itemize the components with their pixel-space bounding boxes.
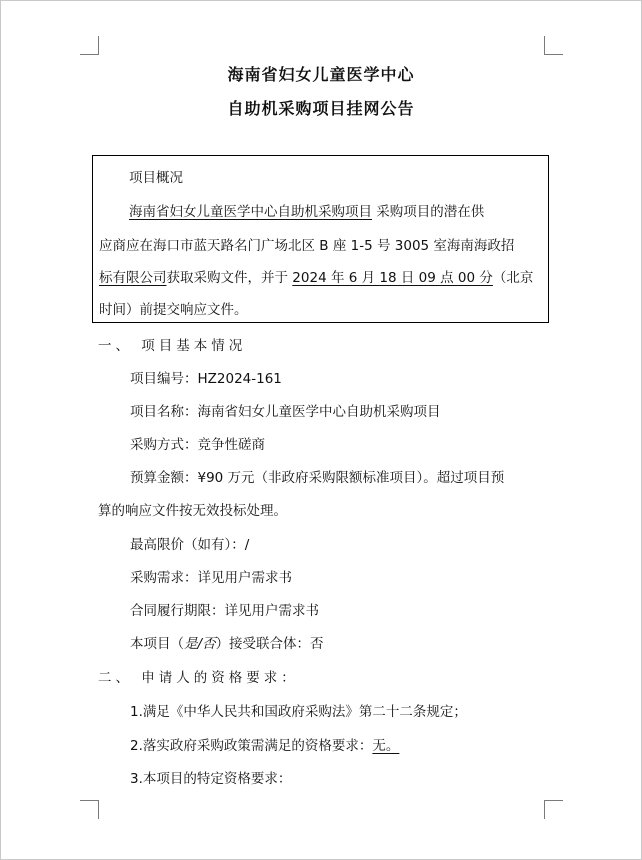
overview-heading: 项目概况 — [129, 170, 183, 186]
section2-heading: 二、 申请人的资格要求： — [98, 670, 299, 686]
qualification-item2-prefix: 2.落实政府采购政策需满足的资格要求： — [130, 738, 373, 754]
procurement-method: 采购方式：竞争性磋商 — [130, 437, 265, 453]
overview-line1 — [129, 200, 484, 220]
overview-line1-rest: 采购项目的潜在供 — [376, 204, 485, 220]
overview-line3-end: （北京 — [492, 270, 534, 286]
qualification-item3: 3.本项目的特定资格要求： — [130, 771, 292, 787]
max-price: 最高限价（如有）：/ — [130, 537, 250, 553]
overview-line4: 时间）前提交响应文件。 — [99, 302, 248, 318]
project-number: 项目编号：HZ2024-161 — [130, 371, 282, 387]
overview-line3 — [99, 266, 533, 286]
project-overview-box — [92, 155, 549, 323]
qualification-item2 — [130, 734, 399, 754]
budget-line1: 预算金额：¥90 万元（非政府采购限额标准项目）。超过项目预 — [130, 470, 505, 486]
crop-mark-bottom-left — [80, 800, 99, 819]
contract-period: 合同履行期限：详见用户需求书 — [130, 603, 319, 619]
document-title-line2: 自助机采购项目挂网公告 — [227, 99, 415, 118]
budget-line2: 算的响应文件按无效投标处理。 — [98, 503, 287, 519]
overview-agency: 标有限公司 — [99, 270, 167, 286]
overview-deadline: 2024 年 6 月 18 日 09 点 00 分 — [292, 270, 493, 286]
crop-mark-top-left — [80, 36, 99, 55]
crop-mark-top-right — [544, 36, 563, 55]
crop-mark-bottom-right — [544, 800, 563, 819]
overview-line2: 应商应在海口市蓝天路名门广场北区 B 座 1-5 号 3005 室海南海政招 — [99, 238, 515, 254]
consortium-italic: 是/否 — [184, 636, 216, 652]
project-name: 项目名称：海南省妇女儿童医学中心自助机采购项目 — [130, 404, 441, 420]
qualification-item2-value: 无。 — [372, 738, 400, 754]
procurement-requirements: 采购需求：详见用户需求书 — [130, 570, 292, 586]
consortium-suffix: ）接受联合体：否 — [215, 636, 324, 652]
consortium-prefix: 本项目（ — [130, 636, 184, 652]
overview-line3-mid: 获取采购文件，并于 — [166, 270, 293, 286]
overview-project-name: 海南省妇女儿童医学中心自助机采购项目 — [129, 204, 372, 220]
consortium-acceptance — [130, 632, 324, 652]
qualification-item1: 1.满足《中华人民共和国政府采购法》第二十二条规定； — [130, 704, 467, 720]
section1-heading: 一、 项目基本情况 — [98, 338, 247, 354]
document-title-line1: 海南省妇女儿童医学中心 — [227, 65, 415, 84]
